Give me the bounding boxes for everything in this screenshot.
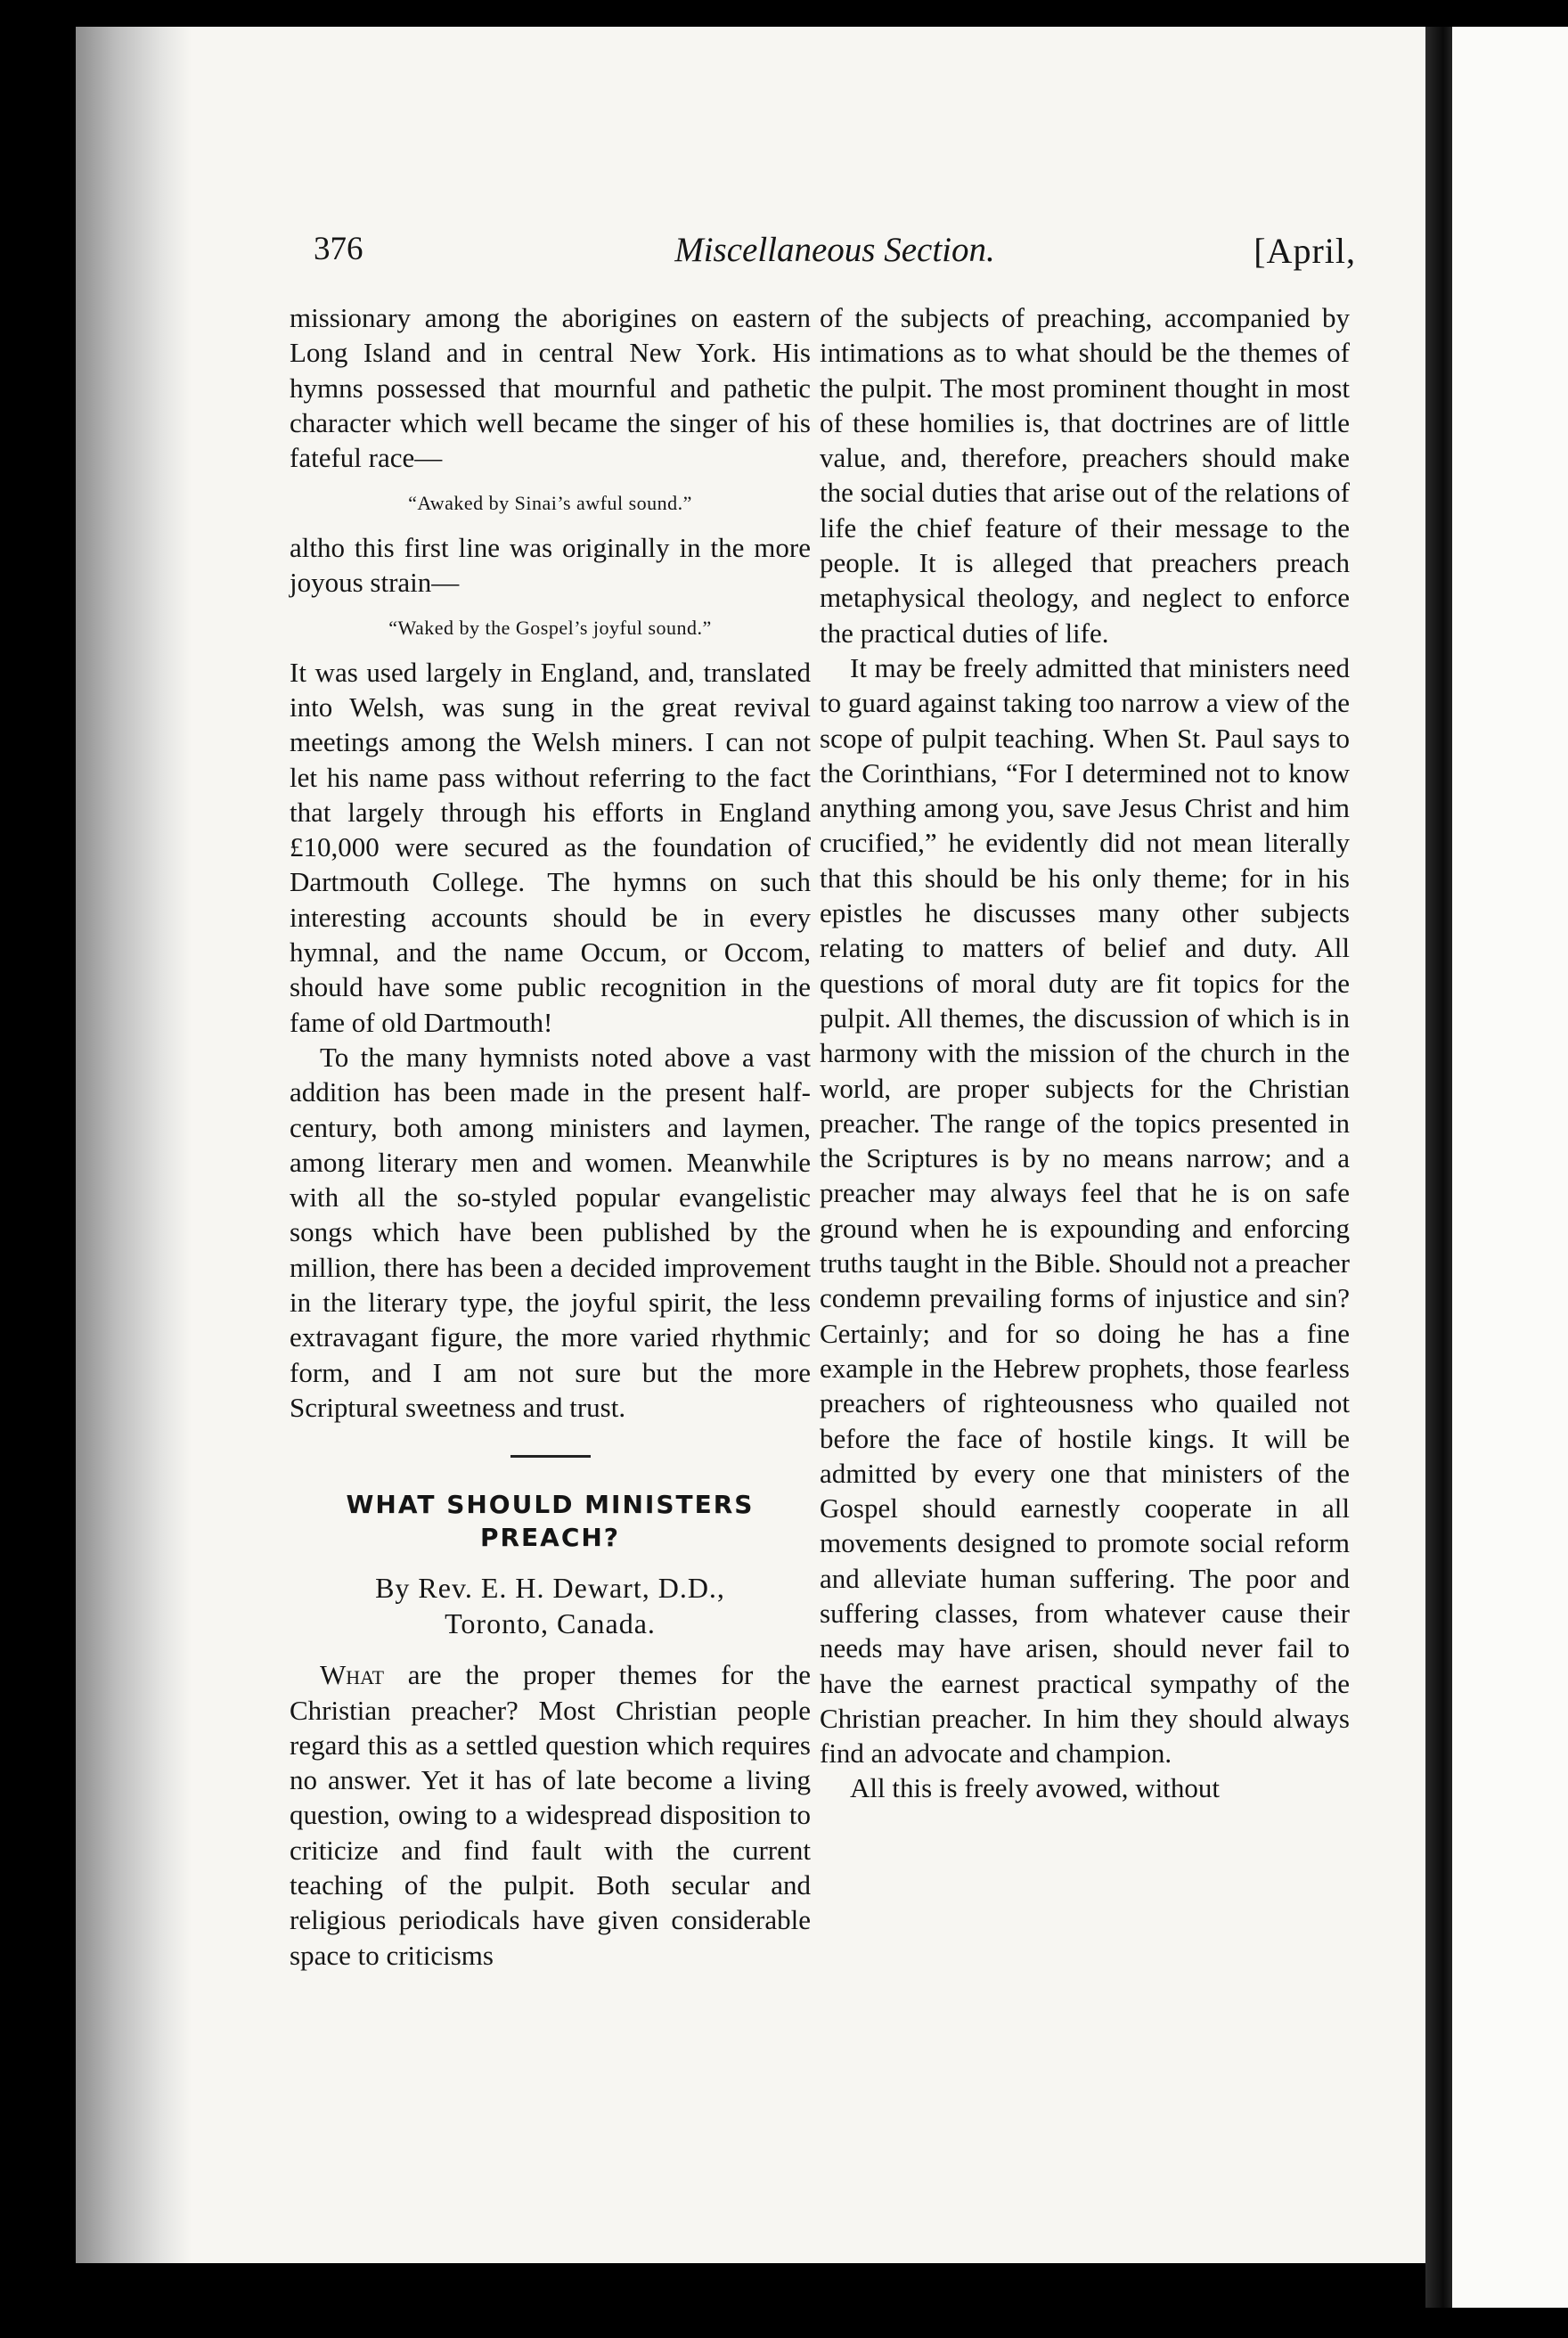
right-column [820, 300, 1350, 1806]
paragraph [290, 1657, 811, 1973]
paragraph: of the subjects of preaching, accompanied by intimations as to what should be the themes of the pulpit. The most prominent thought in most of these homilies is, that doctrines are of little value, and, therefore, preachers should make the social duties that arise out of the relations of life the chief feature of their message to the people. It is alleged that preachers preach metaphysical theology, and neglect to enforce the practical duties of life. [820, 302, 1350, 649]
hymn-quote: “Waked by the Gospel’s joyful sound.” [388, 617, 712, 640]
page-number: 376 [314, 231, 363, 267]
hymn-quote: “Awaked by Sinai’s awful sound.” [408, 492, 692, 515]
paragraph: It may be freely admitted that ministers need to guard against taking too narrow a view of the scope of pulpit teaching. When St. Paul says to the Corinthians, “For I determined not to know anything among you, save Jesus Christ and him crucified,” he evidently did not mean literally that this should be his only theme; for in his epistles he discusses many other subjects relating to matters of belief and duty. All questions of moral duty are fit topics for the pulpit. All themes, the discussion of which is in harmony with the mission of the church in the world, are proper subjects for the Christian preacher. The range of the topics presented in the Scriptures is by no means narrow; and a preacher may always feel that he is on safe ground when he is expounding and enforcing truths taught in the Bible. Should not a preacher condemn prevailing forms of injustice and sin? Certainly; and for so doing he has a fine example in the Hebrew prophets, those fearless preachers of righteousness who quailed not before the face of hostile kings. It will be admitted by every one that ministers of the Gospel should earnestly cooperate in all movements designed to promote social reform and alleviate human suffering. The poor and suffering classes, from whatever cause their needs may have arisen, should never fail to have the earnest practical sympathy of the Christian preacher. In him they should always find an advocate and champion. [820, 651, 1350, 1770]
section-divider [510, 1455, 591, 1458]
paragraph-text: are the proper themes for the Christian preacher? Most Christian people regard this as a settled question which requires no answer. Yet it has of late become a living question, owing to a widespread disposition to criticize and find fault with the current teaching of the pulpit. Both secular and religious periodicals have given considerable space to criticisms [290, 1659, 811, 1971]
left-column [290, 300, 811, 1973]
running-header [314, 230, 1356, 283]
paragraph: altho this first line was originally in the more joyous strain— [290, 531, 811, 599]
issue-month: [April, [1254, 231, 1356, 271]
paragraph: It was used largely in England, and, translated into Welsh, was sung in the great revival meetings among the Welsh miners. I can not let his name pass without referring to the fact that largely through his efforts in England £10,000 were secured as the foundation of Dartmouth College. The hymns on such interesting accounts should be in every hymnal, and the name Occum, or Occom, should have some public recognition in the fame of old Dartmouth! [290, 656, 811, 1038]
article-byline [290, 1570, 811, 1641]
byline-author: By Rev. E. H. Dewart, D.D., [375, 1572, 725, 1605]
paragraph: To the many hymnists noted above a vast addition has been made in the present half-century, both among ministers and laymen, among literary men and women. Meanwhile with all the so-styled popular evangelistic songs which have been published by the million, there has been a decided improvement in the literary type, the joyful spirit, the less extravagant figure, the more varied rhythmic form, and I am not sure but the more Scriptural sweetness and trust. [290, 1041, 811, 1423]
article-heading: WHAT SHOULD MINISTERS PREACH? [346, 1490, 755, 1553]
paragraph: missionary among the aborigines on eastern Long Island and in central New York. His hymns possessed that mournful and pathetic character which well became the singer of his fateful race— [290, 302, 811, 474]
lead-word: What [320, 1659, 385, 1691]
running-title: Miscellaneous Section. [674, 231, 995, 269]
paragraph: All this is freely avowed, without [850, 1772, 1220, 1804]
byline-location: Toronto, Canada. [445, 1607, 656, 1640]
gutter-shadow [76, 27, 192, 2263]
facing-page-edge [1452, 27, 1568, 2308]
